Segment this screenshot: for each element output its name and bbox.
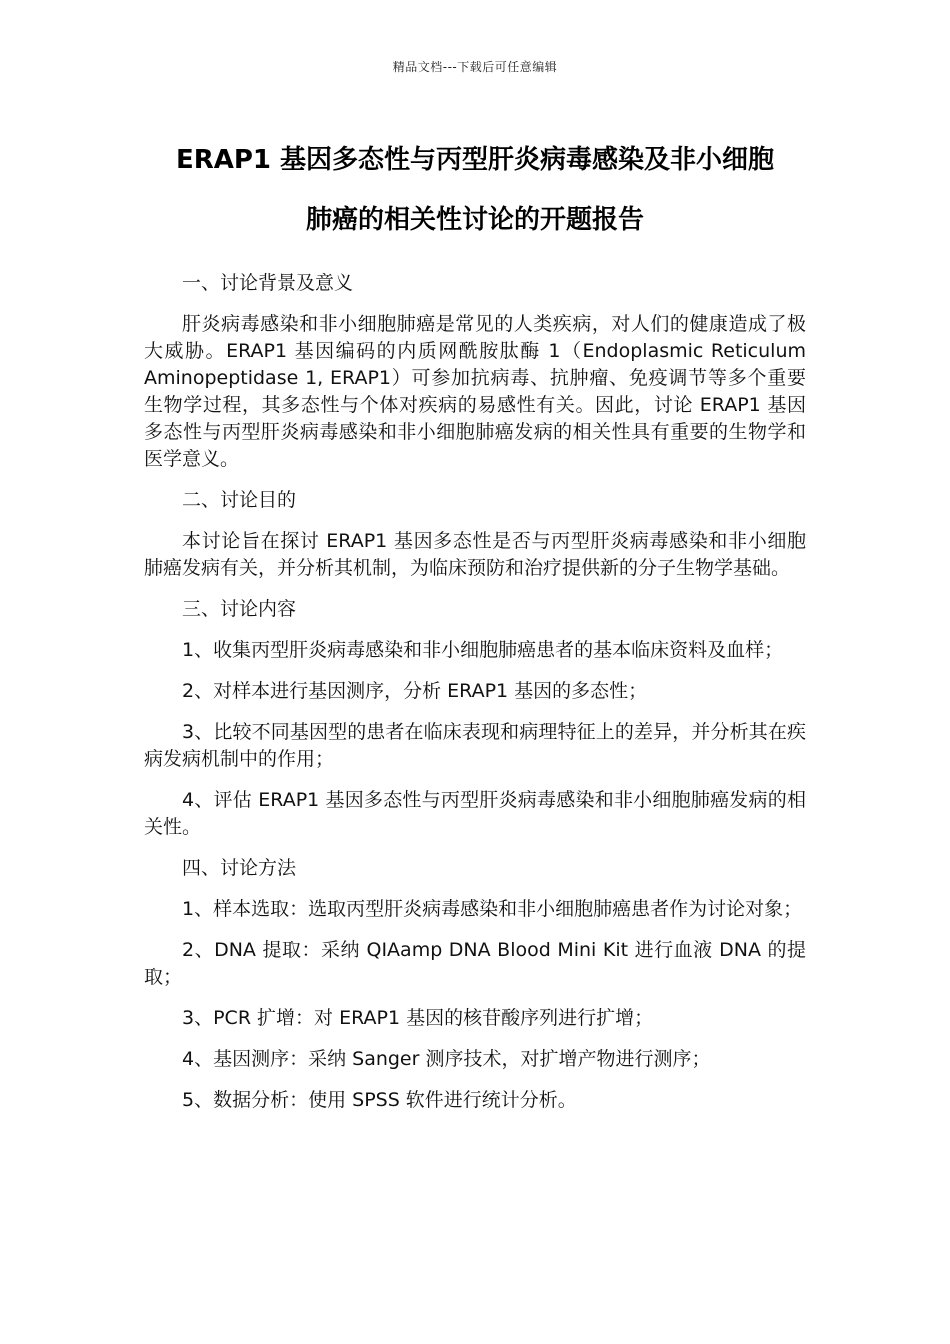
method-list-item: 5、数据分析：使用 SPSS 软件进行统计分析。 — [182, 1089, 577, 1111]
document-title — [130, 130, 820, 250]
section-paragraph-background: 肝炎病毒感染和非小细胞肺癌是常见的人类疾病，对人们的健康造成了极大威胁。ERAP1 基因编码的内质网酰胺肽酶 1（Endoplasmic Reticulum Aminopeptidase 1, ERAP1）可参加抗病毒、抗肿瘤、免疫调节等多个重要生物学过程，其多态性与个体对疾病的易感性有关。因此，讨论 ERAP1 基因多态性与丙型肝炎病毒感染和非小细胞肺癌发病的相关性具有重要的生物学和医学意义。 — [144, 313, 806, 470]
document-body — [144, 270, 806, 1128]
method-list-item: 4、基因测序：采纳 Sanger 测序技术，对扩增产物进行测序； — [182, 1048, 711, 1070]
content-list-item: 1、收集丙型肝炎病毒感染和非小细胞肺癌患者的基本临床资料及血样； — [182, 639, 784, 661]
method-list-item: 2、DNA 提取：采纳 QIAamp DNA Blood Mini Kit 进行血液 DNA 的提取； — [144, 939, 806, 988]
section-paragraph-purpose: 本讨论旨在探讨 ERAP1 基因多态性是否与丙型肝炎病毒感染和非小细胞肺癌发病有关，并分析其机制，为临床预防和治疗提供新的分子生物学基础。 — [144, 530, 806, 579]
section-heading-background: 一、讨论背景及意义 — [182, 272, 354, 294]
method-list-item: 1、样本选取：选取丙型肝炎病毒感染和非小细胞肺癌患者作为讨论对象； — [182, 898, 803, 920]
section-heading-methods: 四、讨论方法 — [182, 857, 297, 879]
title-line-1: ERAP1 基因多态性与丙型肝炎病毒感染及非小细胞 — [175, 145, 775, 175]
section-heading-content: 三、讨论内容 — [182, 598, 297, 620]
content-list-item: 3、比较不同基因型的患者在临床表现和病理特征上的差异，并分析其在疾病发病机制中的作用； — [144, 721, 806, 770]
header-note: 精品文档---下载后可任意编辑 — [392, 60, 558, 74]
content-list-item: 4、评估 ERAP1 基因多态性与丙型肝炎病毒感染和非小细胞肺癌发病的相关性。 — [144, 789, 806, 838]
content-list-item: 2、对样本进行基因测序，分析 ERAP1 基因的多态性； — [182, 680, 648, 702]
section-heading-purpose: 二、讨论目的 — [182, 489, 297, 511]
method-list-item: 3、PCR 扩增：对 ERAP1 基因的核苷酸序列进行扩增； — [182, 1007, 654, 1029]
title-line-2: 肺癌的相关性讨论的开题报告 — [305, 205, 644, 235]
